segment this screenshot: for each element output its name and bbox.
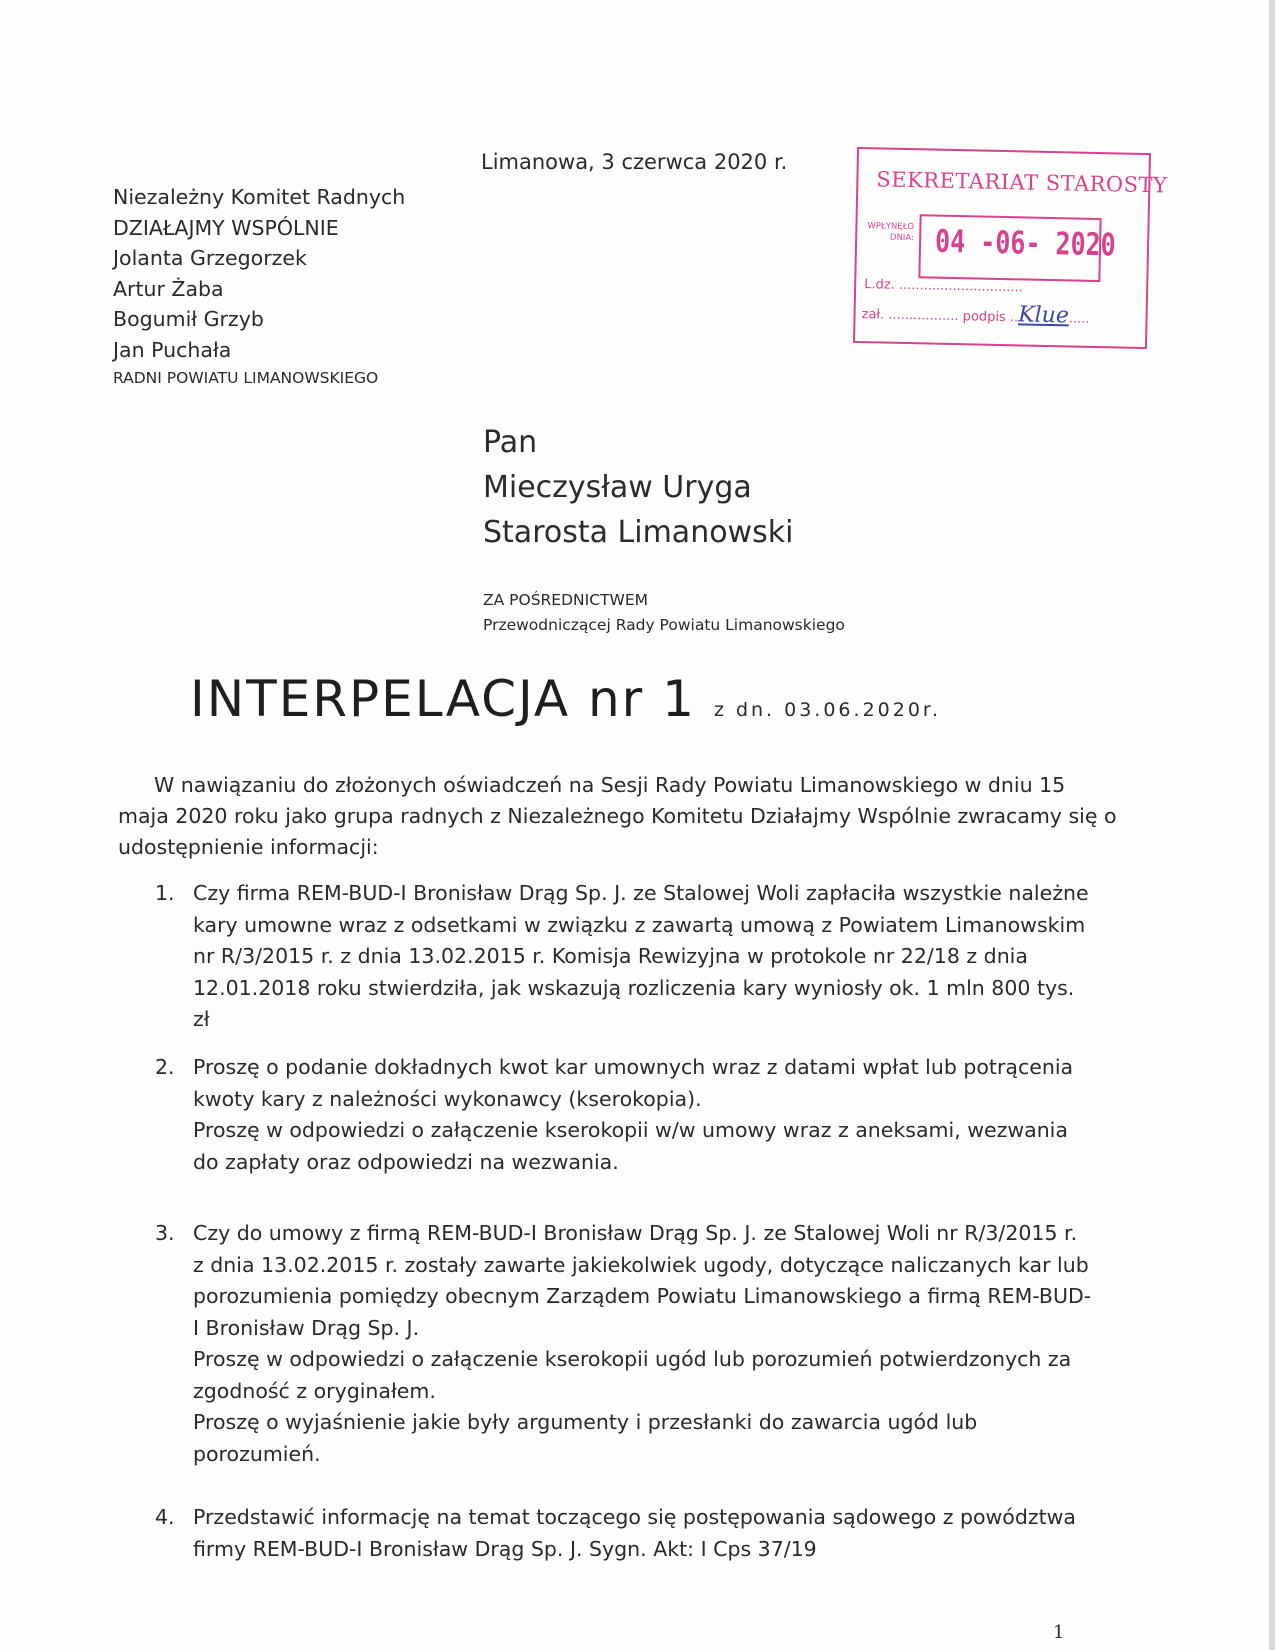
- via-block: [483, 588, 845, 638]
- sender-member: Jolanta Grzegorzek: [113, 246, 307, 270]
- intro-paragraph: W nawiązaniu do złożonych oświadczeń na Sesji Rady Powiatu Limanowskiego w dniu 15 maja 2020 roku jako grupa radnych z Niezależnego Komitetu Działajmy Wspólnie zwracamy się o udostępnienie informacji:: [118, 773, 1117, 859]
- secretariat-stamp: [853, 147, 1168, 349]
- sender-member: Jan Puchała: [113, 337, 232, 362]
- sender-member: Artur Żaba: [113, 276, 224, 301]
- list-item-body: Czy firma REM-BUD-I Bronisław Drąg Sp. J. ze Stalowej Woli zapłaciła wszystkie należne kary umowne wraz z odsetkami w związku z zawartą umową z Powiatem Limanowskim nr R/3/2015 r. z dnia 13.02.2015 r. Komisja Rewizyjna w protokole nr 22/18 z dnia 12.01.2018 roku stwierdziła, jak wskazują rozliczenia kary wyniosły ok. 1 mln 800 tys. zł: [193, 881, 1089, 1031]
- letter-date: Limanowa, 3 czerwca 2020 r.: [481, 150, 788, 174]
- list-item-body: Przedstawić informację na temat toczącego się postępowania sądowego z powództwa firmy REM-BUD-I Bronisław Drąg Sp. J. Sygn. Akt: I Cps 37/19: [193, 1505, 1076, 1561]
- recipient-name: Mieczysław Uryga: [483, 470, 752, 505]
- document-heading: [190, 670, 941, 728]
- list-item-number: 3.: [155, 1221, 175, 1245]
- stamp-date: 04 -06- 2020: [934, 222, 1117, 264]
- list-item-body: Czy do umowy z firmą REM-BUD-I Bronisław Drąg Sp. J. ze Stalowej Woli nr R/3/2015 r. z dnia 13.02.2015 r. zostały zawarte jakiekolwiek ugody, dotyczące naliczanych kar lub porozumienia pomiędzy obecnym Zarządem Powiatu Limanowskiego a firmą REM-BUD-I Bronisław Drąg Sp. J. Proszę w odpowiedzi o załączenie kserokopii ugód lub porozumień potwierdzonych za zgodność z oryginałem. Proszę o wyjaśnienie jakie były argumenty i przesłanki do zawarcia ugód lub porozumień.: [193, 1221, 1092, 1466]
- list-item-body: Proszę o podanie dokładnych kwot kar umownych wraz z datami wpłat lub potrącenia kwoty kary z należności wykonawcy (kserokopia). Proszę w odpowiedzi o załączenie kserokopii w/w umowy wraz z aneksami, wezwania do zapłaty oraz odpowiedzi na wezwania.: [193, 1055, 1074, 1174]
- sender-role: RADNI POWIATU LIMANOWSKIEGO: [113, 369, 379, 387]
- sender-block: [113, 182, 405, 391]
- list-item-number: 1.: [155, 881, 175, 905]
- stamp-received-label: WPŁYNĘŁO DNIA:: [867, 221, 915, 244]
- list-item-number: 4.: [155, 1505, 175, 1529]
- stamp-zal: zał. ................. podpis ..Klue.....: [861, 302, 1090, 329]
- sender-member: Bogumił Grzyb: [113, 307, 264, 331]
- via-who: Przewodniczącej Rady Powiatu Limanowskiego: [483, 616, 845, 634]
- heading-title: INTERPELACJA nr 1: [190, 670, 696, 728]
- sender-committee: Niezależny Komitet Radnych: [113, 185, 406, 209]
- heading-date: z dn. 03.06.2020r.: [713, 699, 942, 721]
- recipient-block: [483, 420, 793, 555]
- recipient-salutation: Pan: [483, 425, 538, 460]
- recipient-title: Starosta Limanowski: [483, 515, 794, 550]
- list-item-number: 2.: [155, 1055, 175, 1079]
- via-label: ZA POŚREDNICTWEM: [483, 591, 648, 609]
- stamp-title: SEKRETARIAT STAROSTY: [876, 167, 1168, 198]
- page-number: 1: [1053, 1622, 1065, 1643]
- handwritten-signature: Klue: [1017, 302, 1070, 329]
- scan-edge: [1269, 0, 1275, 1650]
- sender-group: DZIAŁAJMY WSPÓLNIE: [113, 215, 339, 240]
- stamp-date-box: [918, 214, 1117, 282]
- stamp-ldz: L.dz. ..............................: [864, 277, 1024, 296]
